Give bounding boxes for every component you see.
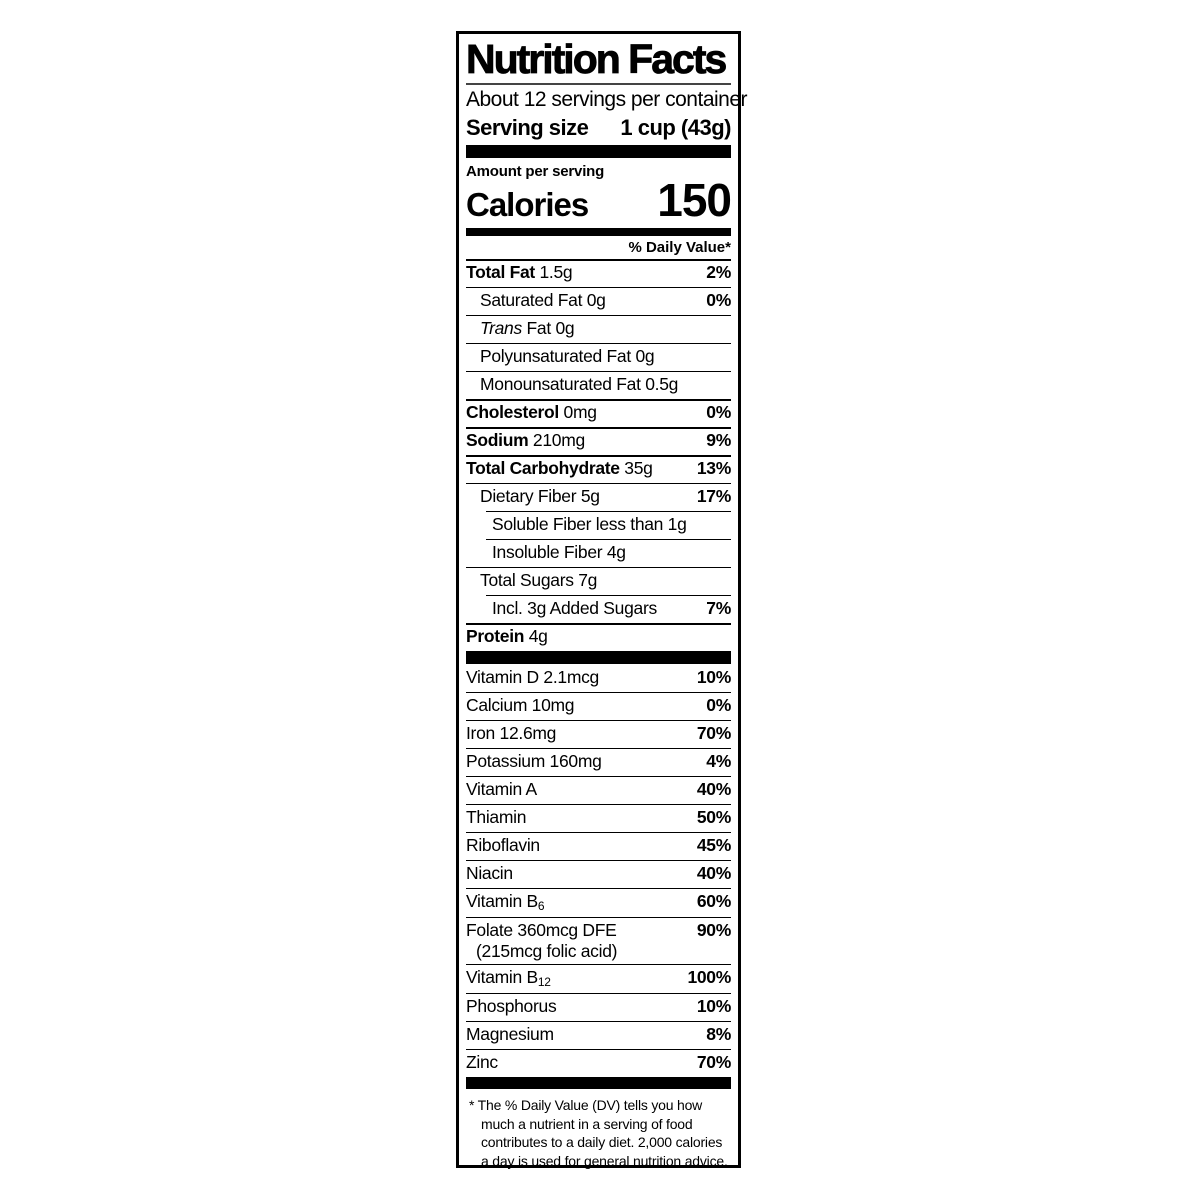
nutrient-label: Insoluble Fiber 4g — [492, 542, 626, 562]
vitamin-label: Iron 12.6mg — [466, 723, 557, 743]
vitamin-label: Niacin — [466, 863, 513, 883]
vitamin-row — [466, 1049, 731, 1077]
vitamin-label: Calcium 10mg — [466, 695, 575, 715]
nutrient-row — [466, 511, 731, 539]
vitamin-row — [466, 692, 731, 720]
vitamin-label: Phosphorus — [466, 996, 557, 1016]
vitamin-label: Zinc — [466, 1052, 498, 1072]
nutrition-facts-label — [456, 31, 748, 1169]
nutrient-label: Polyunsaturated Fat 0g — [480, 346, 655, 366]
nutrient-row — [466, 567, 731, 595]
serving-size-value: 1 cup (43g) — [620, 115, 731, 140]
nutrient-label: Total Carbohydrate 35g — [466, 458, 653, 478]
daily-value: 50% — [696, 807, 731, 827]
thick-divider-bar — [466, 1077, 731, 1089]
daily-value: 0% — [706, 695, 731, 715]
calories-row — [466, 174, 731, 228]
nutrient-row — [466, 371, 731, 399]
vitamin-row — [466, 832, 731, 860]
nutrient-row — [466, 287, 731, 315]
daily-value: 4% — [706, 751, 731, 771]
daily-value: 2% — [706, 262, 731, 282]
vitamin-row — [466, 993, 731, 1021]
daily-value: 13% — [696, 458, 731, 478]
nutrient-row — [466, 399, 731, 427]
nutrient-label: Incl. 3g Added Sugars — [492, 598, 657, 618]
vitamin-label: Vitamin A — [466, 779, 537, 799]
nutrient-label: Saturated Fat 0g — [480, 290, 606, 310]
daily-value: 10% — [696, 667, 731, 687]
servings-per-container: About 12 servings per container — [466, 88, 748, 111]
vitamin-row — [466, 664, 731, 692]
daily-value: 0% — [706, 402, 731, 422]
vitamin-label: Folate 360mcg DFE (215mcg folic acid) — [466, 920, 618, 961]
vitamin-label: Vitamin B6 — [466, 891, 545, 913]
nutrient-label: Sodium 210mg — [466, 430, 585, 450]
calories-label: Calories — [466, 186, 589, 223]
serving-size-label: Serving size — [466, 115, 589, 140]
amount-per-serving-label: Amount per serving — [466, 163, 605, 180]
nutrient-row — [466, 595, 731, 623]
daily-value: 8% — [706, 1024, 731, 1044]
nutrient-row — [466, 539, 731, 567]
vitamin-label: Thiamin — [466, 807, 527, 827]
daily-value-header: % Daily Value* — [628, 239, 731, 256]
nutrient-row — [466, 455, 731, 483]
daily-value: 60% — [696, 891, 731, 911]
nutrient-label: Cholesterol 0mg — [466, 402, 597, 422]
serving-size-row — [466, 114, 731, 145]
vitamin-row — [466, 860, 731, 888]
medium-divider-bar — [466, 228, 731, 236]
vitamin-row — [466, 748, 731, 776]
daily-value: 7% — [706, 598, 731, 618]
daily-value: 100% — [687, 967, 731, 987]
daily-value: 70% — [696, 723, 731, 743]
vitamin-label: Vitamin D 2.1mcg — [466, 667, 599, 687]
thick-divider-bar — [466, 651, 731, 664]
daily-value: 0% — [706, 290, 731, 310]
vitamin-row — [466, 804, 731, 832]
daily-value: 40% — [696, 779, 731, 799]
nutrient-label: Total Sugars 7g — [480, 570, 598, 590]
vitamin-row — [466, 720, 731, 748]
nutrient-label: Monounsaturated Fat 0.5g — [480, 374, 679, 394]
daily-value: 70% — [696, 1052, 731, 1072]
calories-value: 150 — [657, 174, 731, 226]
daily-value: 40% — [696, 863, 731, 883]
vitamin-label: Potassium 160mg — [466, 751, 602, 771]
nutrient-row — [466, 259, 731, 287]
nutrient-row — [466, 623, 731, 651]
daily-value: 45% — [696, 835, 731, 855]
vitamin-label: Magnesium — [466, 1024, 554, 1044]
vitamin-label: Riboflavin — [466, 835, 540, 855]
nutrient-label: Total Fat 1.5g — [466, 262, 573, 282]
daily-value: 9% — [706, 430, 731, 450]
daily-value-footnote: * The % Daily Value (DV) tells you how much a nutrient in a serving of food contributes to a daily diet. 2,000 calories a day is used for general nutrition advice. — [469, 1097, 728, 1169]
daily-value: 17% — [696, 486, 731, 506]
thick-divider-bar — [466, 145, 731, 158]
nutrient-label: Soluble Fiber less than 1g — [492, 514, 687, 534]
vitamin-row — [466, 776, 731, 804]
nutrient-label: Trans Fat 0g — [480, 318, 575, 338]
nutrient-label: Dietary Fiber 5g — [480, 486, 600, 506]
nutrient-row — [466, 315, 731, 343]
vitamin-row — [466, 1021, 731, 1049]
vitamin-row — [466, 964, 731, 993]
vitamin-row — [466, 917, 731, 964]
daily-value: 10% — [696, 996, 731, 1016]
nutrient-label: Protein 4g — [466, 626, 548, 646]
nutrient-row — [466, 483, 731, 511]
nutrient-row — [466, 427, 731, 455]
label-title: Nutrition Facts — [466, 36, 726, 82]
vitamin-row — [466, 888, 731, 917]
vitamin-label: Vitamin B12 — [466, 967, 551, 989]
nutrient-row — [466, 343, 731, 371]
daily-value: 90% — [696, 920, 731, 940]
